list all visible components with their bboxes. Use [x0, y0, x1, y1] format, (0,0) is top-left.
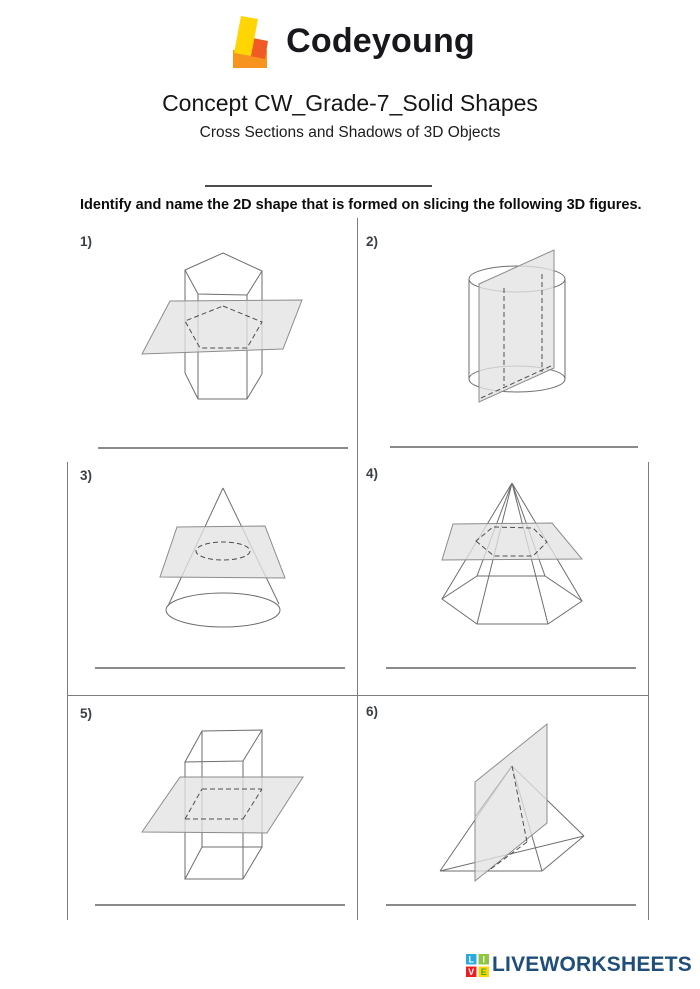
cutting-plane	[479, 250, 554, 402]
icon-letter-i: I	[482, 954, 486, 965]
codeyoung-logo	[0, 12, 700, 70]
codeyoung-logo-icon	[225, 14, 279, 68]
answer-line-2[interactable]	[390, 446, 638, 448]
question-5-label: 5)	[80, 706, 93, 721]
codeyoung-logo-text: Codeyoung	[286, 21, 475, 60]
name-blank-line[interactable]	[205, 185, 432, 187]
liveworksheets-logo-icon	[466, 954, 489, 977]
icon-letter-v: V	[468, 966, 475, 977]
figure-pentagonal-prism	[95, 246, 345, 436]
table-left-border	[67, 462, 68, 920]
answer-line-5[interactable]	[95, 904, 345, 906]
answer-line-4[interactable]	[386, 667, 636, 669]
cutting-plane	[142, 777, 303, 833]
question-6-label: 6)	[366, 704, 379, 719]
liveworksheets-logo-text: LIVEWORKSHEETS	[492, 953, 692, 976]
icon-letter-l: L	[468, 954, 474, 965]
figure-cone	[92, 478, 342, 658]
liveworksheets-logo	[466, 953, 692, 977]
worksheet-subtitle: Cross Sections and Shadows of 3D Objects	[199, 124, 501, 141]
instruction-text: Identify and name the 2D shape that is formed on slicing the following 3D figures.	[80, 197, 642, 213]
cutting-plane	[442, 523, 582, 560]
question-2-label: 2)	[366, 234, 379, 249]
table-right-border	[648, 462, 649, 920]
worksheet-title: Concept CW_Grade-7_Solid Shapes	[162, 90, 538, 116]
column-divider	[357, 218, 358, 920]
cutting-plane	[142, 300, 302, 354]
cutting-plane	[160, 526, 285, 578]
row-divider	[67, 695, 649, 696]
icon-letter-e: E	[480, 966, 487, 977]
answer-line-6[interactable]	[386, 904, 636, 906]
question-4-label: 4)	[366, 466, 379, 481]
answer-line-1[interactable]	[98, 447, 348, 449]
question-1-label: 1)	[80, 234, 93, 249]
figure-cylinder	[382, 246, 632, 436]
figure-hexagonal-pyramid	[378, 476, 628, 662]
figure-rectangular-prism	[92, 716, 342, 896]
question-3-label: 3)	[80, 468, 93, 483]
figure-triangular-pyramid	[378, 714, 628, 900]
answer-line-3[interactable]	[95, 667, 345, 669]
